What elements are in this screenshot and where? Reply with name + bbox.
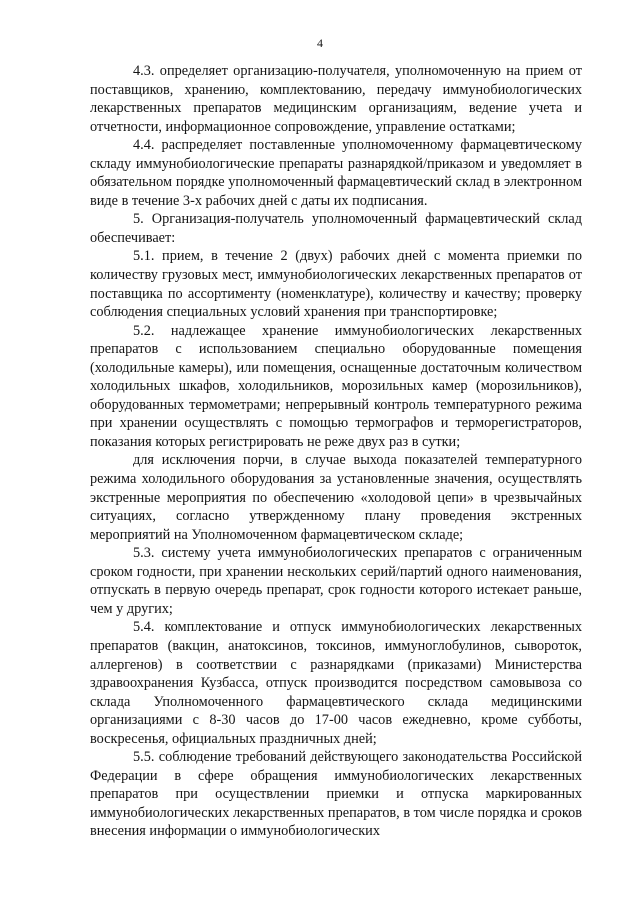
paragraph-4-3: 4.3. определяет организацию-получателя, уполномоченную на прием от поставщиков, хранению, комплектованию, передачу иммунобиологических лекарственных препаратов медицинским организациям, ведение учета и отчетности, информационное сопровождение, управление остатками; xyxy=(90,63,582,135)
paragraph-5-2-continued: для исключения порчи, в случае выхода показателей температурного режима холодильного оборудования за установленные значения, осуществлять экстренные мероприятия по обеспечению «холодовой цепи» в чрезвычайных ситуациях, согласно утвержденному плану проведения экстренных мероприятий на Уполномоченном фармацевтическом складе; xyxy=(90,452,582,543)
paragraph-5: 5. Организация-получатель уполномоченный фармацевтический склад обеспечивает: xyxy=(90,211,582,246)
paragraph-5-2: 5.2. надлежащее хранение иммунобиологических лекарственных препаратов с использованием специально оборудованные помещения (холодильные камеры), или помещения, оснащенные достаточным количеством холодильных шкафов, холодильников, морозильных камер (морозильников), оборудованных термометрами; непрерывный контроль температурного режима при хранении осуществлять с помощью термографов и терморегистраторов, показания которых регистрировать не реже двух раз в сутки; xyxy=(90,322,582,450)
page-number: 4 xyxy=(317,36,323,50)
paragraph-5-4: 5.4. комплектование и отпуск иммунобиологических лекарственных препаратов (вакцин, анатоксинов, токсинов, иммуноглобулинов, сывороток, аллергенов) в соответствии с разнарядками (приказами) Министерства здравоохранения Кузбасса, отпуск производится посредством самовывоза со склада Уполномоченного фармацевтического склада медицинскими организациями с 8-30 часов до 17-00 часов ежедневно, кроме субботы, воскресенья, официальных праздничных дней; xyxy=(90,619,582,747)
document-body xyxy=(90,62,582,841)
paragraph-5-3: 5.3. систему учета иммунобиологических препаратов с ограниченным сроком годности, при хранении нескольких серий/партий одного наименования, отпускать в первую очередь препарат, срок годности которого истекает раньше, чем у других; xyxy=(90,545,582,617)
paragraph-5-5: 5.5. соблюдение требований действующего законодательства Российской Федерации в сфере обращения иммунобиологических лекарственных препаратов при осуществлении приемки и отпуска маркированных иммунобиологических лекарственных препаратов, в том числе порядка и сроков внесения информации о иммунобиологических xyxy=(90,749,582,840)
paragraph-5-1: 5.1. прием, в течение 2 (двух) рабочих дней с момента приемки по количеству грузовых мест, иммунобиологических лекарственных препаратов от поставщика по ассортименту (номенклатуре), количеству и качеству; проверку соблюдения специальных условий хранения при транспортировке; xyxy=(90,248,582,321)
paragraph-4-4: 4.4. распределяет поставленные уполномоченному фармацевтическому складу иммунобиологические препараты разнарядкой/приказом и уведомляет в обязательном порядке уполномоченный фармацевтический склад в электронном виде в течение 3-х рабочих дней с даты их подписания. xyxy=(90,137,582,209)
